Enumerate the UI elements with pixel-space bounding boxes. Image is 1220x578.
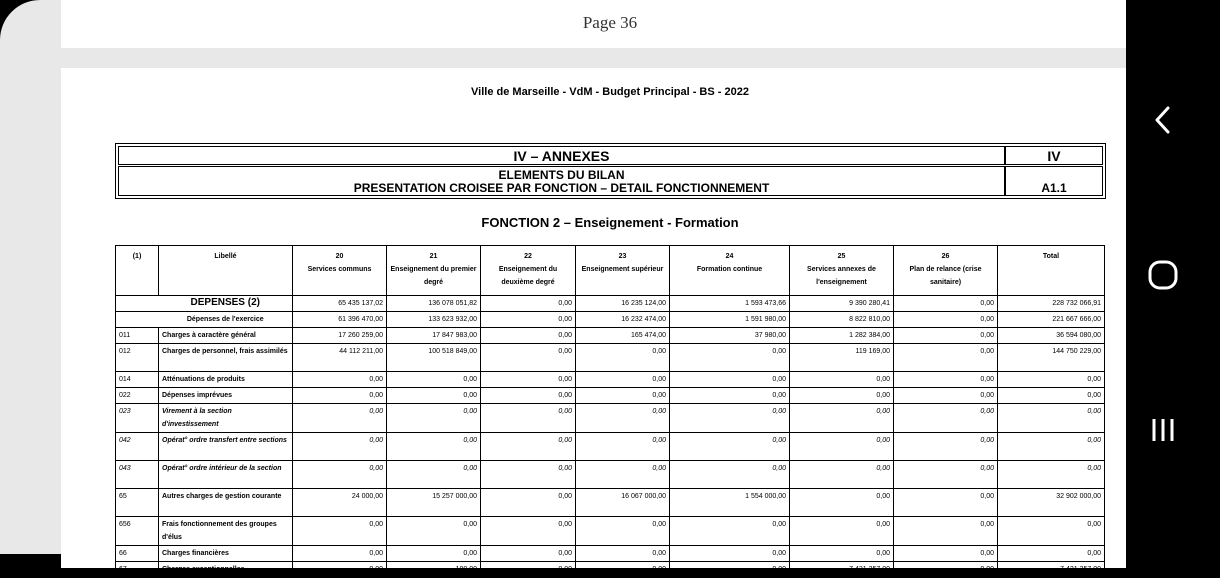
cell-v24: 0,00 — [670, 461, 790, 489]
cell-total: 228 732 066,91 — [998, 296, 1105, 312]
row-code: 014 — [116, 372, 159, 388]
cell-total: 36 594 080,00 — [998, 328, 1105, 344]
cell-v24: 0,00 — [670, 562, 790, 578]
row-code: 656 — [116, 517, 159, 546]
table-header-row — [116, 246, 1105, 296]
cell-v25: 9 390 280,41 — [790, 296, 894, 312]
annex-subtitle-cell — [118, 166, 1005, 196]
row-label: Dépenses de l'exercice — [159, 312, 293, 328]
table-row — [116, 296, 1105, 312]
cell-total: 0,00 — [998, 404, 1105, 433]
header-23-name: Enseignement supérieur — [581, 266, 664, 273]
cell-v26: 0,00 — [894, 328, 998, 344]
header-25-name: Services annexes de l'enseignement — [807, 266, 876, 286]
cell-total: 0,00 — [998, 372, 1105, 388]
header-21-num: 21 — [429, 253, 438, 260]
cell-v23: 0,00 — [576, 461, 670, 489]
table-row — [116, 344, 1105, 372]
annex-title-box — [115, 143, 1106, 199]
cell-v24: 0,00 — [670, 546, 790, 562]
cell-v23: 0,00 — [576, 517, 670, 546]
cell-v22: 0,00 — [481, 433, 576, 461]
cell-v26: 0,00 — [894, 388, 998, 404]
table-row — [116, 372, 1105, 388]
header-24-name: Formation continue — [696, 266, 763, 273]
cell-v21: 0,00 — [387, 546, 481, 562]
cell-v22: 0,00 — [481, 461, 576, 489]
cell-v20: 0,00 — [293, 433, 387, 461]
row-code — [116, 312, 159, 328]
chevron-left-icon — [1152, 105, 1174, 135]
fonction-title: FONCTION 2 – Enseignement - Formation — [481, 215, 739, 230]
cell-v26: 0,00 — [894, 296, 998, 312]
home-button[interactable] — [1140, 252, 1186, 298]
cell-v21: 0,00 — [387, 372, 481, 388]
cell-v21: 100,00 — [387, 562, 481, 578]
cell-v26: 0,00 — [894, 461, 998, 489]
cell-v24: 0,00 — [670, 344, 790, 372]
cell-v24: 0,00 — [670, 433, 790, 461]
table-row — [116, 461, 1105, 489]
cell-v25: 0,00 — [790, 404, 894, 433]
recent-apps-button[interactable] — [1140, 407, 1186, 453]
header-23-num: 23 — [618, 253, 627, 260]
cell-v26: 0,00 — [894, 546, 998, 562]
cell-v20: 17 260 259,00 — [293, 328, 387, 344]
cell-v20: 0,00 — [293, 461, 387, 489]
cell-v24: 1 593 473,66 — [670, 296, 790, 312]
header-24-num: 24 — [725, 253, 734, 260]
cell-v22: 0,00 — [481, 372, 576, 388]
cell-v22: 0,00 — [481, 344, 576, 372]
cell-v23: 16 232 474,00 — [576, 312, 670, 328]
table-row — [116, 404, 1105, 433]
cell-v22: 0,00 — [481, 404, 576, 433]
cell-v20: 0,00 — [293, 517, 387, 546]
annex-code: A1.1 — [1041, 181, 1067, 195]
cell-v25: 119 169,00 — [790, 344, 894, 372]
row-code: 66 — [116, 546, 159, 562]
row-code: 022 — [116, 388, 159, 404]
cell-total: 144 750 229,00 — [998, 344, 1105, 372]
cell-v26: 0,00 — [894, 433, 998, 461]
cell-v21: 100 518 849,00 — [387, 344, 481, 372]
header-label: Libellé — [159, 246, 293, 296]
cell-total: 7 421 357,00 — [998, 562, 1105, 578]
cell-v20: 0,00 — [293, 372, 387, 388]
cell-v26: 0,00 — [894, 312, 998, 328]
cell-v26: 0,00 — [894, 404, 998, 433]
cell-v23: 0,00 — [576, 562, 670, 578]
cell-v22: 0,00 — [481, 328, 576, 344]
cell-total: 32 902 000,00 — [998, 489, 1105, 517]
cell-total: 221 667 666,00 — [998, 312, 1105, 328]
cell-v25: 0,00 — [790, 546, 894, 562]
row-code — [116, 296, 159, 312]
cell-v23: 0,00 — [576, 344, 670, 372]
row-label: Frais fonctionnement des groupes d'élus — [159, 517, 293, 546]
row-label: Atténuations de produits — [159, 372, 293, 388]
circle-home-icon — [1146, 258, 1180, 292]
header-col1: (1) — [116, 246, 159, 296]
annex-title-cell — [118, 146, 1005, 165]
annex-title: IV – ANNEXES — [513, 148, 610, 164]
row-label: Charges de personnel, frais assimilés — [159, 344, 293, 372]
header-26-name: Plan de relance (crise sanitaire) — [909, 266, 982, 286]
row-label: Opérat° ordre transfert entre sections — [159, 433, 293, 461]
document-header: Ville de Marseille - VdM - Budget Principal - BS - 2022 — [471, 86, 749, 98]
cell-v23: 165 474,00 — [576, 328, 670, 344]
table-row — [116, 517, 1105, 546]
cell-v22: 0,00 — [481, 546, 576, 562]
cell-v20: 65 435 137,02 — [293, 296, 387, 312]
annex-code-cell — [1005, 166, 1103, 196]
cell-v25: 1 282 384,00 — [790, 328, 894, 344]
row-code: 011 — [116, 328, 159, 344]
table-row — [116, 546, 1105, 562]
table-row — [116, 433, 1105, 461]
annex-subtitle-line1: ELEMENTS DU BILAN — [498, 168, 625, 182]
cell-v25: 0,00 — [790, 489, 894, 517]
header-23 — [576, 246, 670, 296]
cell-v22: 0,00 — [481, 312, 576, 328]
annex-number: IV — [1047, 148, 1061, 164]
cell-total: 0,00 — [998, 388, 1105, 404]
cell-v25: 0,00 — [790, 372, 894, 388]
cell-v21: 15 257 000,00 — [387, 489, 481, 517]
header-26-num: 26 — [941, 253, 950, 260]
header-21 — [387, 246, 481, 296]
cell-v21: 133 623 932,00 — [387, 312, 481, 328]
cell-v26: 0,00 — [894, 372, 998, 388]
cell-v22: 0,00 — [481, 388, 576, 404]
cell-v25: 7 421 257,00 — [790, 562, 894, 578]
row-label: DEPENSES (2) — [159, 296, 293, 312]
cell-v23: 0,00 — [576, 404, 670, 433]
cell-v24: 37 980,00 — [670, 328, 790, 344]
header-24 — [670, 246, 790, 296]
row-code: 023 — [116, 404, 159, 433]
cell-v24: 0,00 — [670, 388, 790, 404]
cell-v24: 1 554 000,00 — [670, 489, 790, 517]
header-20-num: 20 — [335, 253, 344, 260]
cell-v23: 0,00 — [576, 546, 670, 562]
row-label: Dépenses imprévues — [159, 388, 293, 404]
annex-number-cell — [1005, 146, 1103, 165]
row-label: Charges exceptionnelles — [159, 562, 293, 578]
header-20 — [293, 246, 387, 296]
header-total: Total — [998, 246, 1105, 296]
cell-v21: 136 078 051,82 — [387, 296, 481, 312]
table-row — [116, 312, 1105, 328]
page-label: Page 36 — [582, 13, 638, 32]
annex-subtitle-line2: PRESENTATION CROISEE PAR FONCTION – DETAIL FONCTIONNEMENT — [353, 181, 770, 195]
cell-v21: 0,00 — [387, 461, 481, 489]
cell-v20: 0,00 — [293, 404, 387, 433]
cell-v20: 61 396 470,00 — [293, 312, 387, 328]
header-22-name: Enseignement du deuxième degré — [498, 266, 558, 286]
cell-total: 0,00 — [998, 546, 1105, 562]
cell-v25: 0,00 — [790, 517, 894, 546]
cell-v23: 16 067 000,00 — [576, 489, 670, 517]
cell-v20: 44 112 211,00 — [293, 344, 387, 372]
cell-v22: 0,00 — [481, 296, 576, 312]
cell-v24: 0,00 — [670, 372, 790, 388]
row-code: 67 — [116, 562, 159, 578]
row-code: 65 — [116, 489, 159, 517]
header-22 — [481, 246, 576, 296]
cell-v22: 0,00 — [481, 489, 576, 517]
table-row — [116, 328, 1105, 344]
row-label: Virement à la section d'investissement — [159, 404, 293, 433]
header-26 — [894, 246, 998, 296]
cell-v23: 16 235 124,00 — [576, 296, 670, 312]
cell-v20: 0,00 — [293, 562, 387, 578]
three-bars-recent-icon — [1148, 415, 1178, 445]
table-row — [116, 489, 1105, 517]
row-code: 042 — [116, 433, 159, 461]
cell-v21: 0,00 — [387, 404, 481, 433]
row-label: Charges financières — [159, 546, 293, 562]
budget-table — [115, 245, 1105, 578]
cell-v25: 0,00 — [790, 433, 894, 461]
back-button[interactable] — [1140, 97, 1186, 143]
row-code: 043 — [116, 461, 159, 489]
cell-total: 0,00 — [998, 517, 1105, 546]
cell-v26: 0,00 — [894, 517, 998, 546]
cell-v23: 0,00 — [576, 372, 670, 388]
cell-v22: 0,00 — [481, 562, 576, 578]
cell-v23: 0,00 — [576, 433, 670, 461]
screen-corner — [0, 0, 60, 60]
cell-v26: 0,00 — [894, 344, 998, 372]
cell-v23: 0,00 — [576, 388, 670, 404]
android-nav-bar — [1126, 0, 1200, 554]
table-row — [116, 562, 1105, 578]
cell-v24: 0,00 — [670, 517, 790, 546]
row-code: 012 — [116, 344, 159, 372]
cell-v21: 0,00 — [387, 433, 481, 461]
cell-v20: 0,00 — [293, 388, 387, 404]
cell-v24: 0,00 — [670, 404, 790, 433]
header-20-name: Services communs — [307, 266, 372, 273]
cell-v20: 0,00 — [293, 546, 387, 562]
header-25 — [790, 246, 894, 296]
cell-total: 0,00 — [998, 433, 1105, 461]
table-row — [116, 388, 1105, 404]
header-25-num: 25 — [837, 253, 846, 260]
cell-v26: 0,00 — [894, 489, 998, 517]
header-22-num: 22 — [524, 253, 532, 260]
cell-v24: 1 591 980,00 — [670, 312, 790, 328]
cell-v21: 17 847 983,00 — [387, 328, 481, 344]
cell-v25: 0,00 — [790, 388, 894, 404]
cell-total: 0,00 — [998, 461, 1105, 489]
cell-v26: 0,00 — [894, 562, 998, 578]
cell-v25: 0,00 — [790, 461, 894, 489]
cell-v21: 0,00 — [387, 517, 481, 546]
row-label: Charges à caractère général — [159, 328, 293, 344]
row-label: Autres charges de gestion courante — [159, 489, 293, 517]
cell-v25: 8 822 810,00 — [790, 312, 894, 328]
row-label: Opérat° ordre intérieur de la section — [159, 461, 293, 489]
header-21-name: Enseignement du premier degré — [390, 266, 477, 286]
cell-v21: 0,00 — [387, 388, 481, 404]
cell-v22: 0,00 — [481, 517, 576, 546]
cell-v20: 24 000,00 — [293, 489, 387, 517]
